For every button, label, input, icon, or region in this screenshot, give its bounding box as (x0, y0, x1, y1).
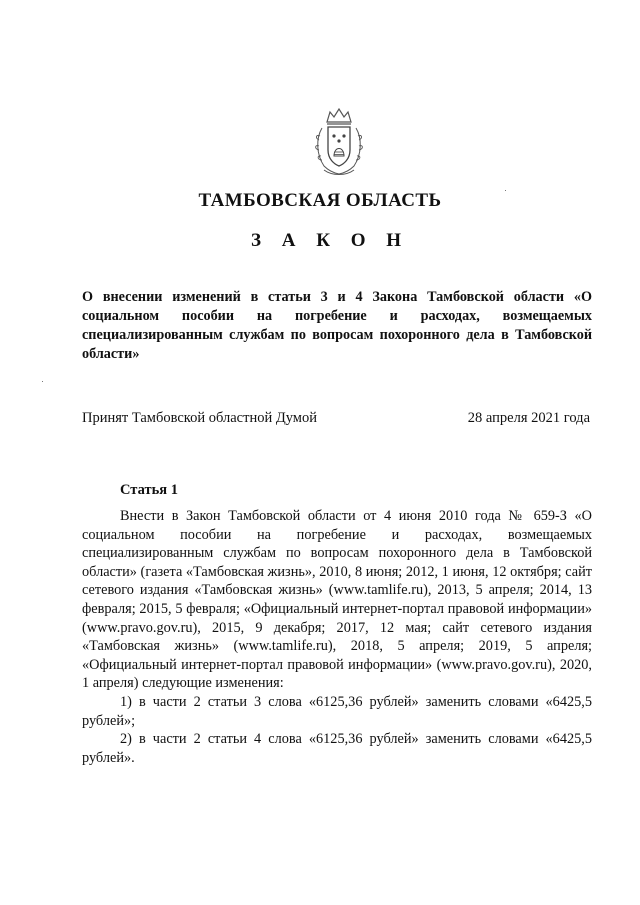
adopted-date: 28 апреля 2021 года (467, 410, 590, 426)
scan-speck (42, 381, 43, 382)
adopted-by: Принят Тамбовской областной Думой (82, 410, 317, 426)
coat-of-arms-icon (310, 104, 368, 178)
article-item-2: 2) в части 2 статьи 4 слова «6125,36 рублей» заменить словами «6425,5 рублей». (82, 731, 592, 766)
article-body (82, 507, 592, 767)
law-subject: О внесении изменений в статьи 3 и 4 Закона Тамбовской области «О социальном пособии на погребение и расходах, возмещаемых специализированным службам по вопросам похоронного дела в Тамбовской области» (82, 289, 592, 362)
article-heading: Статья 1 (120, 482, 178, 498)
region-title: ТАМБОВСКАЯ ОБЛАСТЬ (198, 190, 442, 211)
article-item-1: 1) в части 2 статьи 3 слова «6125,36 рублей» заменить словами «6425,5 рублей»; (82, 693, 592, 729)
article-intro-paragraph: Внести в Закон Тамбовской области от 4 июня 2010 года № 659-З «О социальном пособии на погребение и расходах, возмещаемых специализированным службам по вопросам похоронного дела в Тамбовской области» (газета «Тамбовская жизнь», 2010, 8 июня; 2012, 1 июня, 12 октября; сайт сетевого издания «Тамбовская жизнь» (www.tamlife.ru), 2013, 5 апреля; 2014, 13 февраля; 2015, 5 февраля; «Официальный интернет-портал правовой информации» (www.pravo.gov.ru), 2015, 9 декабря; 2017, 12 мая; сайт сетевого издания «Тамбовская жизнь» (www.tamlife.ru), 2018, 5 апреля; 2019, 5 апреля; «Официальный интернет-портал правовой информации» (www.pravo.gov.ru), 2020, 1 апреля) следующие изменения: (82, 508, 592, 692)
document-type-title: З А К О Н (250, 230, 410, 251)
scan-speck (505, 190, 506, 191)
